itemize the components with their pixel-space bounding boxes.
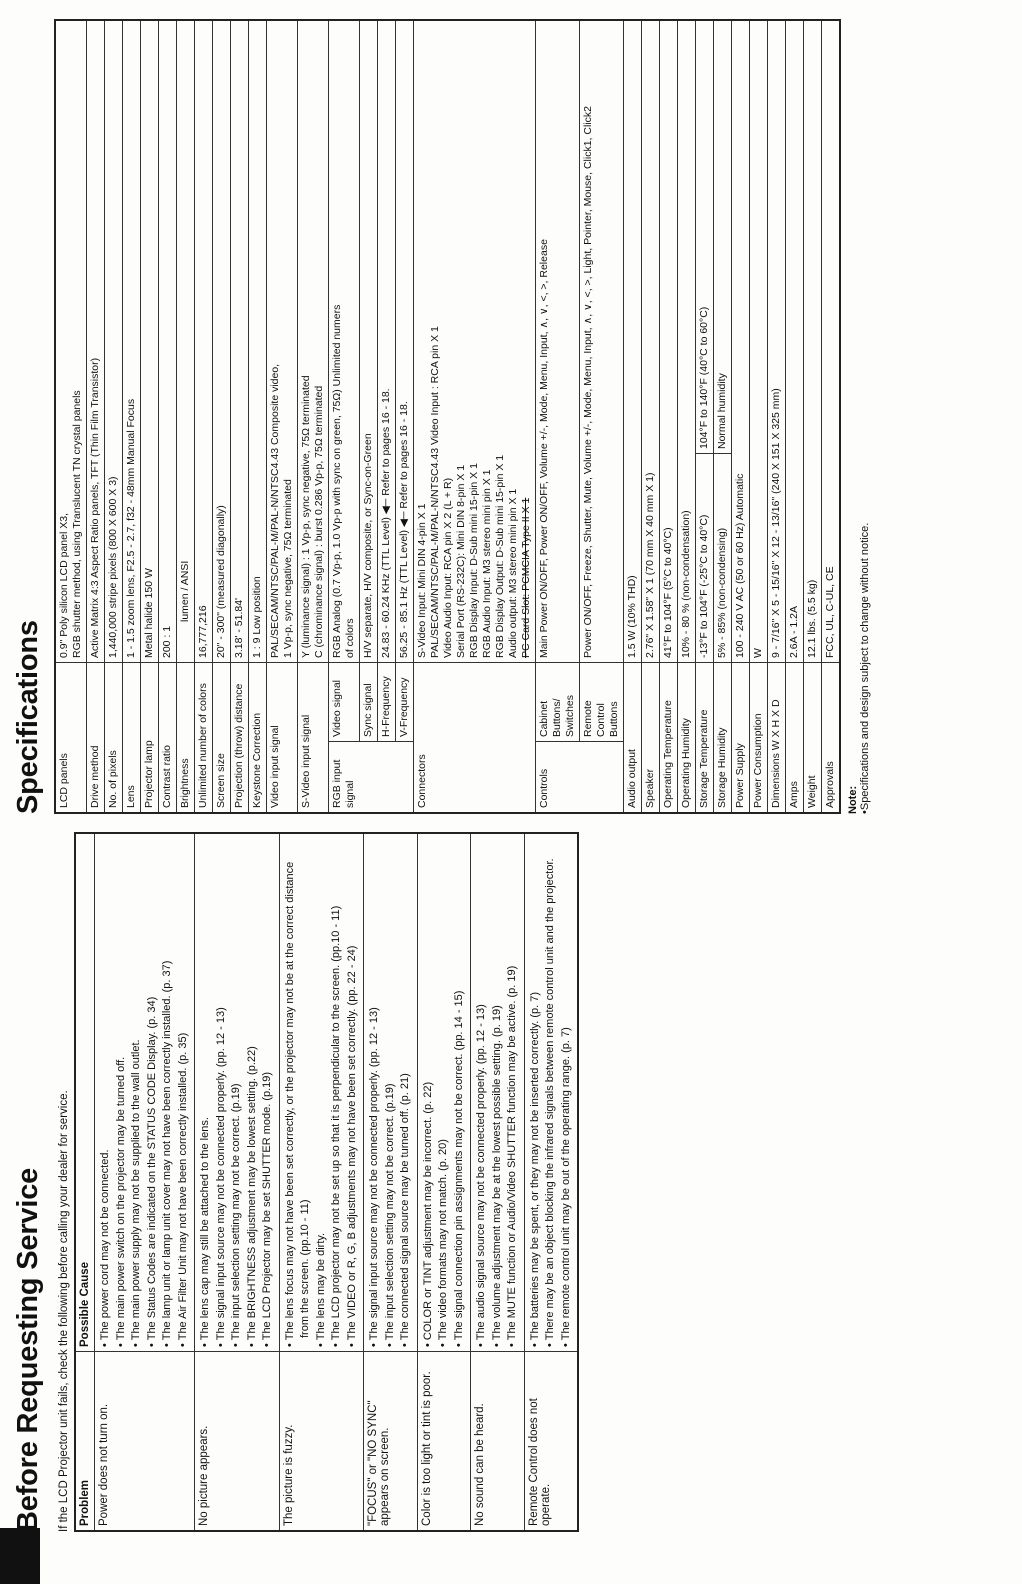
spec-label: Controls <box>536 742 624 814</box>
problem-cell: Remote Control does not operate. <box>524 1352 578 1532</box>
list-item: • The lens may be dirty. <box>314 838 330 1347</box>
spec-value: lumen / ANSI <box>177 20 195 663</box>
spec-sublabel: Cabinet Buttons/ Switches <box>536 663 580 742</box>
list-item: • The Status Codes are indicated on the STATUS CODE Display. (p. 34) <box>145 838 161 1347</box>
spec-value: 5% - 85% (non-condensing) <box>714 454 732 663</box>
specifications-table <box>54 19 841 814</box>
spec-value: 2.76" X 1.58" X 1 (70 mm X 40 mm X 1) <box>642 20 660 663</box>
spec-value: 9 - 7/16" X 5 - 15/16" X 12 - 13/16" (240 X 151 X 325 mm) <box>768 20 786 663</box>
cause-cell <box>364 833 418 1352</box>
table-row <box>279 833 364 1531</box>
spec-label: Power Supply <box>732 663 750 814</box>
list-item: • The main power supply may not be supplied to the wall outlet. <box>129 838 145 1347</box>
table-row <box>267 20 298 813</box>
spec-value: W <box>750 20 768 663</box>
arrow-left-icon: ◀─ <box>380 498 392 515</box>
spec-label: RGB input signal <box>329 742 414 814</box>
spec-value: 100 - 240 V AC (50 or 60 Hz) Automatic <box>732 20 750 663</box>
spec-label: Audio output <box>624 663 642 814</box>
table-row <box>249 20 267 813</box>
list-item: • The input selection setting may not be correct. (p.19) <box>229 838 245 1347</box>
list-item: • The connected signal source may be turned off. (p. 21) <box>398 838 414 1347</box>
spec-label: Lens <box>123 663 141 814</box>
table-row <box>580 20 624 813</box>
spec-value: Active Matrix 4:3 Aspect Ratio panels, TFT (Thin Film Transistor) <box>87 20 105 663</box>
spec-value: S-Video Input: Mini DIN 4-pin X 1 PAL/SECAM/NTSC/PAL-M/PAL-N/NTSC4.43 Video Input : RCA pin X 1 Video Audio Input: RCA pin X 2 (L + R) Serial Port (RS-232C): Mini DIN 8-pin X 1 RGB Display Input: D-Sub mini 15-pin X 1 RGB Audio Input: M3 stereo mini pin X 1 RGB Display Output: D-Sub mini 15-pin X 1 Audio output: M3 stereo mini pin X 1 PC Card Slot: PCMCIA Type II X 1 <box>414 20 536 663</box>
list-item: • The video formats may not match. (p. 20) <box>436 838 452 1347</box>
table-row <box>298 20 329 813</box>
spec-value: Main Power ON/OFF, Power ON/OFF, Volume +/-, Mode, Menu, Input, ∧, ∨, <, >, Release <box>536 20 580 663</box>
list-item: • The lens cap may still be attached to the lens. <box>198 838 214 1347</box>
list-item: • The lens focus may not have been set correctly, or the projector may not be at the correct distance from the screen. (pp.10 - 11) <box>283 838 314 1347</box>
spec-value: Y (luminance signal) : 1 Vp-p, sync negative, 75Ω terminated C (chrominance signal) : burst 0.286 Vp-p, 75Ω terminated <box>298 20 329 663</box>
list-item: • The lamp unit or lamp unit cover may not have been correctly installed. (p. 37) <box>160 838 176 1347</box>
spec-value: 200 : 1 <box>159 20 177 663</box>
list-item: • The signal input source may not be connected properly. (pp. 12 - 13) <box>214 838 230 1347</box>
list-item: • The volume adjustment may be at the lowest possible setting. (p. 19) <box>490 838 506 1347</box>
table-row <box>536 20 580 813</box>
spec-label: Drive method <box>87 663 105 814</box>
spec-label: Dimensions W X H X D <box>768 663 786 814</box>
table-row <box>123 20 141 813</box>
table-row <box>732 20 750 813</box>
spec-label: S-Video input signal <box>298 663 329 814</box>
troubleshooting-rows <box>95 833 579 1531</box>
spec-sublabel: Video signal <box>329 663 360 742</box>
spec-sublabel: Sync signal <box>360 663 378 742</box>
table-row <box>396 20 414 813</box>
table-row <box>195 833 280 1531</box>
table-row <box>195 20 213 813</box>
table-row <box>678 20 696 813</box>
cause-cell <box>95 833 195 1352</box>
arrow-left-icon: ◀─ <box>398 511 410 528</box>
table-row <box>105 20 123 813</box>
problem-cell: No picture appears. <box>195 1352 280 1532</box>
spec-value: 16,777,216 <box>195 20 213 663</box>
cause-list <box>421 838 468 1347</box>
cause-list <box>474 838 521 1347</box>
note-text: •Specifications and design subject to change without notice. <box>859 522 871 814</box>
page-edge-tab <box>0 1528 40 1584</box>
list-item: • The BRIGHTNESS adjustment may be lowest setting. (p.22) <box>245 838 261 1347</box>
problem-cell: Color is too light or tint is poor. <box>417 1352 471 1532</box>
spec-value: 24.83 - 60.24 KHz (TTL Level) ◀─ Refer to pages 16 - 18. <box>378 20 396 663</box>
spec-value: 1,440,000 stripe pixels (800 X 600 X 3) <box>105 20 123 663</box>
list-item: • The LCD projector may not be set up so that it is perpendicular to the screen. (pp.10 - 11) <box>329 838 345 1347</box>
table-row <box>696 20 714 813</box>
table-row <box>822 20 841 813</box>
spec-label: Power Consumption <box>750 663 768 814</box>
problem-cell: No sound can be heard. <box>471 1352 525 1532</box>
spec-label: Approvals <box>822 663 841 814</box>
specs-title: Specifications <box>12 620 44 814</box>
list-item: • The audio signal source may not be connected properly. (pp. 12 - 13) <box>474 838 490 1347</box>
troubleshooting-table <box>74 832 579 1532</box>
column-header-cause: Possible Cause <box>75 833 95 1352</box>
table-row <box>624 20 642 813</box>
list-item: • The VIDEO or R, G, B adjustments may not have been set correctly. (pp. 22 - 24) <box>345 838 361 1347</box>
cause-cell <box>195 833 280 1352</box>
cause-list <box>528 838 575 1347</box>
table-row <box>231 20 249 813</box>
spec-label: No. of pixels <box>105 663 123 814</box>
list-item: • The Air Filter Unit may not have been correctly installed. (p. 35) <box>176 838 192 1347</box>
spec-label: Projector lamp <box>141 663 159 814</box>
spec-label: Amps <box>786 663 804 814</box>
before-requesting-service-section <box>8 832 579 1532</box>
spec-value: 2.6A - 1.2A <box>786 20 804 663</box>
cause-cell <box>417 833 471 1352</box>
cause-list <box>198 838 276 1347</box>
spec-value: 1.5 W (10% THD) <box>624 20 642 663</box>
table-row <box>213 20 231 813</box>
list-item: • The signal connection pin assignments may not be correct. (pp. 14 - 15) <box>452 838 468 1347</box>
spec-label: Screen size <box>213 663 231 814</box>
cause-list <box>283 838 361 1347</box>
column-header-problem: Problem <box>75 1352 95 1532</box>
table-row <box>95 833 195 1531</box>
spec-value: H/V separate, H/V composite, or Sync-on-Green <box>360 20 378 663</box>
table-row <box>87 20 105 813</box>
table-row <box>804 20 822 813</box>
table-row <box>55 20 87 813</box>
spec-value: Power ON/OFF, Freeze, Shutter, Mute, Volume +/-, Mode, Menu, Input, ∧, ∨, <, >, Light, Pointer, Mouse, Click1, Click2 <box>580 20 624 663</box>
spec-sublabel: Remote Control Buttons <box>580 663 624 742</box>
spec-value: 1 : 9 Low position <box>249 20 267 663</box>
list-item: • The main power switch on the projector may be turned off. <box>114 838 130 1347</box>
list-item: • The MUTE function or Audio/Video SHUTTER function may be active. (p. 19) <box>505 838 521 1347</box>
list-item: • The LCD Projector may be set SHUTTER mode. (p.19) <box>260 838 276 1347</box>
cause-cell <box>279 833 364 1352</box>
table-row <box>660 20 678 813</box>
table-row <box>768 20 786 813</box>
table-row <box>750 20 768 813</box>
spec-value: PAL/SECAM/NTSC/PAL-M/PAL-N/NTSC4.43 Composite video, 1 Vp-p, sync negative, 75Ω terminated <box>267 20 298 663</box>
list-item: • COLOR or TINT adjustment may be incorrect. (p. 22) <box>421 838 437 1347</box>
brs-intro: If the LCD Projector unit fails, check the following before calling your dealer for service. <box>58 1090 70 1532</box>
problem-cell: Power does not turn on. <box>95 1352 195 1532</box>
spec-label: Unlimited number of colors <box>195 663 213 814</box>
table-row <box>378 20 396 813</box>
spec-value: Metal halide 150 W <box>141 20 159 663</box>
table-row <box>417 833 471 1531</box>
spec-value: 3.18' - 51.84' <box>231 20 249 663</box>
list-item: • The signal input source may not be connected properly. (pp. 12 - 13) <box>367 838 383 1347</box>
spec-value: 10% - 80 % (non-condensation) <box>678 20 696 663</box>
cause-list <box>367 838 414 1347</box>
list-item: • There may be an object blocking the infrared signals between remote control unit and the projector. <box>543 838 559 1347</box>
spec-value: 0.9" Poly silicon LCD panel X3, RGB shutter method, using Translucent TN crystal panels <box>55 20 87 663</box>
brs-title: Before Requesting Service <box>12 1167 44 1532</box>
table-row <box>159 20 177 813</box>
spec-label: Storage Temperature <box>696 663 714 814</box>
spec-label: Connectors <box>414 663 536 814</box>
table-row <box>714 20 732 813</box>
spec-label: Storage Humidity <box>714 663 732 814</box>
spec-label: Weight <box>804 663 822 814</box>
table-row <box>471 833 525 1531</box>
table-row <box>364 833 418 1531</box>
spec-label: Operating Temperature <box>660 663 678 814</box>
spec-value: 20" - 300" (measured diagonally) <box>213 20 231 663</box>
list-item: • The batteries may be spent, or they may not be inserted correctly. (p. 7) <box>528 838 544 1347</box>
table-row <box>414 20 536 813</box>
spec-label: Projection (throw) distance <box>231 663 249 814</box>
spec-label: Speaker <box>642 663 660 814</box>
table-row <box>524 833 578 1531</box>
list-item: • The input selection setting may not be correct. (p.19) <box>383 838 399 1347</box>
spec-label: Contrast ratio <box>159 663 177 814</box>
spec-label: Operating Humidity <box>678 663 696 814</box>
cause-cell <box>524 833 578 1352</box>
spec-value: 41°F to 104°F (5°C to 40°C) <box>660 20 678 663</box>
table-row <box>141 20 159 813</box>
problem-cell: "FOCUS" or "NO SYNC" appears on screen. <box>364 1352 418 1532</box>
table-row <box>786 20 804 813</box>
specifications-section <box>8 19 871 814</box>
list-item: • The power cord may not be connected. <box>98 838 114 1347</box>
table-row <box>360 20 378 813</box>
table-header-row <box>75 833 95 1531</box>
problem-cell: The picture is fuzzy. <box>279 1352 364 1532</box>
spec-value: 56.25 - 85.1 Hz (TTL Level) ◀─ Refer to pages 16 - 18. <box>396 20 414 663</box>
table-row <box>642 20 660 813</box>
spec-value: 1 - 1.5 zoom lens, F2.5 - 2.7, f32 - 48mm Manual Focus <box>123 20 141 663</box>
spec-sublabel: V-Frequency <box>396 663 414 742</box>
spec-value-2: 104°F to 140°F (40°C to 60°C) <box>696 20 714 454</box>
struck-connector: PC Card Slot: PCMCIA Type II X 1 <box>520 497 532 658</box>
spec-value: 12.1 lbs. (5.5 kg) <box>804 20 822 663</box>
spec-value-2: Normal humidity <box>714 20 732 454</box>
spec-label: Brightness <box>177 663 195 814</box>
spec-label: LCD panels <box>55 663 87 814</box>
cause-list <box>98 838 191 1347</box>
note-title: Note: <box>847 785 859 814</box>
spec-value: RGB Analog (0.7 Vp-p, 1.0 Vp-p with sync on green, 75Ω) Unlimited numers of colors <box>329 20 360 663</box>
spec-sublabel: H-Frequency <box>378 663 396 742</box>
table-row <box>177 20 195 813</box>
spec-label: Keystone Correction <box>249 663 267 814</box>
spec-value: FCC, UL, C-UL, CE <box>822 20 841 663</box>
list-item: • The remote control unit may be out of the operating range. (p. 7) <box>559 838 575 1347</box>
spec-value: -13°F to 104°F (-25°C to 40°C) <box>696 454 714 663</box>
table-row <box>329 20 360 813</box>
cause-cell <box>471 833 525 1352</box>
spec-label: Video input signal <box>267 663 298 814</box>
